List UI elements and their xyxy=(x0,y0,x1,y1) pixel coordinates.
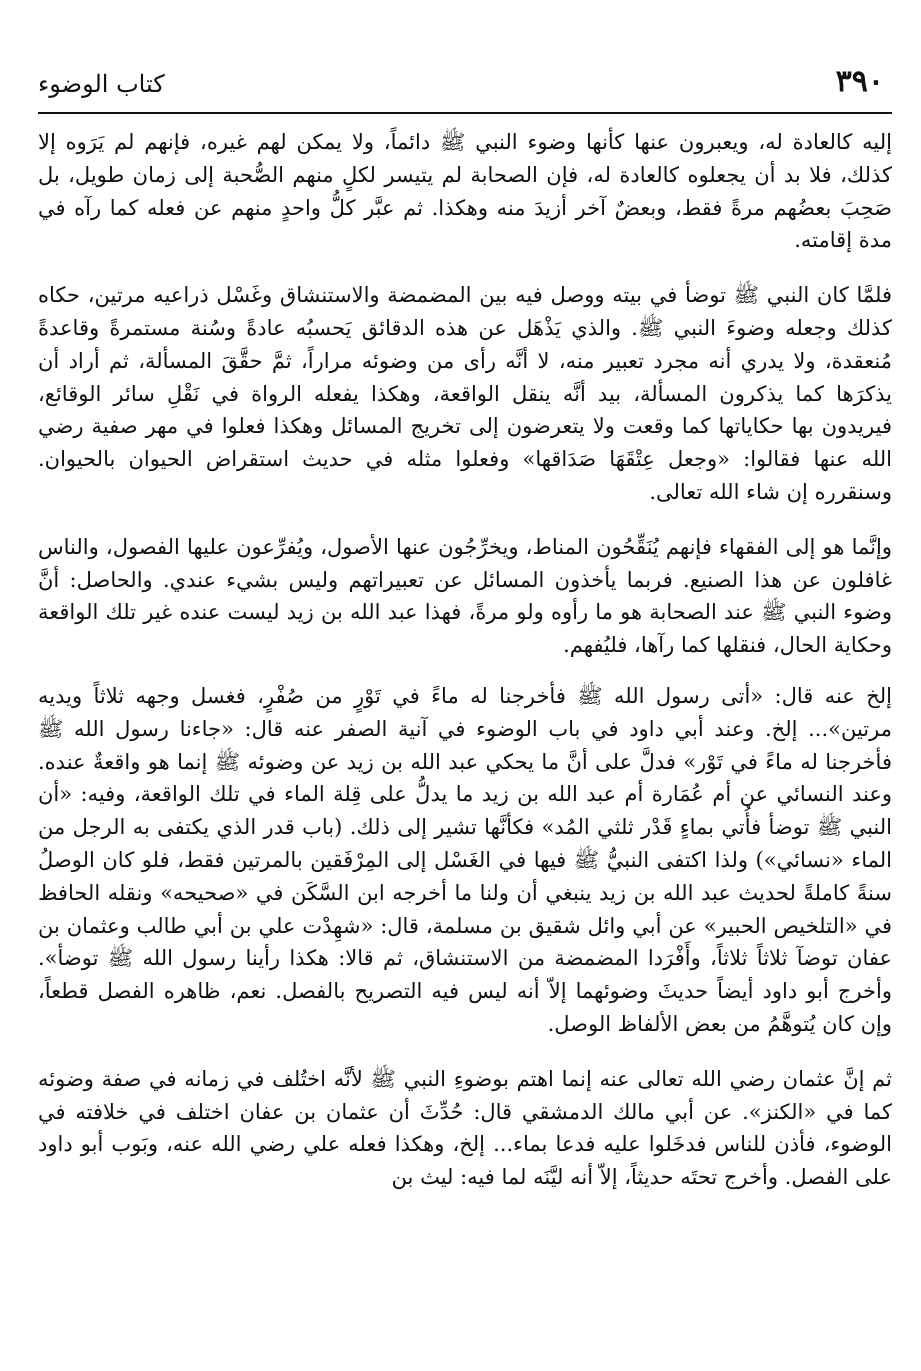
running-header xyxy=(38,62,892,114)
paragraph-gap xyxy=(38,662,892,680)
paragraph-4: إلخ عنه قال: «أتى رسول الله ﷺ فأخرجنا له ماءً في تَوْرٍ من صُفْرٍ، فغسل وجهه ثلاثاً ويديه مرتين»... إلخ. وعند أبي داود في باب الوضوء في آنية الصفر عنه قال: «جاءنا رسول الله ﷺ فأخرجنا له ماءً في تَوْر» فدلَّ على أنَّ ما يحكي عبد الله بن زيد عن وضوئه ﷺ إنما هو واقعةٌ عنده. وعند النسائي عن أم عُمَارة أم عبد الله بن زيد ما يدلُّ على قِلة الماء في تلك الواقعة، وفيه: «أن النبي ﷺ توضأ فأُتي بماءٍ قَدْر ثلثي المُد» فكأنَّها تشير إلى ذلك. (باب قدر الذي يكتفى به الرجل من الماء «نسائي») ولذا اكتفى النبيُّ ﷺ فيها في الغَسْل إلى المِرْفَقين بالمرتين فقط، فلو كان الوصلُ سنةً كاملةً لحديث عبد الله بن زيد ينبغي أن ولنا ما أخرجه ابن السَّكَن في «صحيحه» ونقله الحافظ في «التلخيص الحبير» عن أبي وائل شقيق بن مسلمة، قال: «شهِدْت علي بن أبي طالب وعثمان بن عفان توضآ ثلاثاً ثلاثاً، وأَفْرَدا المضمضة من الاستنشاق، ثم قالا: هكذا رأينا رسول الله ﷺ توضأ». وأخرج أبو داود أيضاً حديثَ وضوئهما إلاّ أنه ليس فيه التصريح بالفصل. نعم، ظاهره الفصل قطعاً، وإن كان يُتوهَّمُ من بعض الألفاظ الوصل. xyxy=(38,683,892,1036)
paragraph-2: فلمَّا كان النبي ﷺ توضأ في بيته ووصل فيه بين المضمضة والاستنشاق وغَسْل ذراعيه مرتين، حكاه كذلك وجعله وضوءَ النبي ﷺ. والذي يَذْهَل عن هذه الدقائق يَحسبُه عادةً وسُنة مستمرةً وقاعدةً مُنعقدة، ولا يدري أنه مجرد تعبير منه، لا أنَّه رأى من وضوئه مراراً، ثمَّ حقَّقَ المسألة، ثم أراد أن يذكرَها كما يذكرون المسألة، بيد أنَّه ينقل الواقعة، وهكذا يفعله الرواة في نَقْلِ سائر الوقائع، فيريدون بها حكاياتها كما وقعت ولا يتعرضون إلى تخريج المسائل وهكذا فعلوا في مهر صفية رضي الله عنها فقالوا: «وجعل عِتْقَهَا صَدَاقها» وفعلوا مثله في حديث استقراض الحيوان بالحيوان. وسنقرره إن شاء الله تعالى. xyxy=(38,283,892,504)
body-text xyxy=(38,126,892,1194)
book-title: كتاب الوضوء xyxy=(38,70,165,98)
paragraph-gap xyxy=(38,509,892,531)
paragraph-5: ثم إنَّ عثمان رضي الله تعالى عنه إنما اهتم بوضوءِ النبي ﷺ لأنَّه اختُلف في زمانه في صفة وضوئه كما في «الكنز». عن أبي مالك الدمشقي قال: حُدِّثَ أن عثمان بن عفان اختلف في خلافته في الوضوء، فأذن للناس فدخَلوا عليه فدعا بماء... إلخ، وهكذا فعله علي رضي الله عنه، وبَوب أبو داود على الفصل. وأخرج تحتَه حديثاً، إلاّ أنه ليَّنَه لما فيه: ليث بن xyxy=(38,1066,892,1190)
paragraph-1: إليه كالعادة له، ويعبرون عنها كأنها وضوء النبي ﷺ دائماً، ولا يمكن لهم غيره، فإنهم لم يَرَوه إلا كذلك، فلا بد أن يجعلوه كالعادة له، فإن الصحابة لم يتيسر لكلٍ منهم الصُّحبة إلى زمان طويل، بل صَحِبَ بعضُهم مرةً فقط، وبعضٌ آخر أزيدَ منه وهكذا. ثم عبَّر كلُّ واحدٍ منهم عن فعله كما رآه في مدة إقامته. xyxy=(38,130,892,253)
page-number: ٣٩٠ xyxy=(835,64,884,99)
document-page xyxy=(38,62,892,1194)
paragraph-3: وإنَّما هو إلى الفقهاء فإنهم يُنَقِّحُون المناط، ويخرِّجُون عنها الأصول، ويُفرِّعون عليها الفصول، والناس غافلون عن هذا الصنيع. فربما يأخذون المسائل عن تعبيراتهم وليس بشيء عندي. والحاصل: أنَّ وضوء النبي ﷺ عند الصحابة هو ما رأوه ولو مرةً، فهذا عبد الله بن زيد ليست عنده غير تلك الواقعة وحكاية الحال، فنقلها كما رآها، فليُفهم. xyxy=(38,534,893,658)
paragraph-gap xyxy=(38,257,892,279)
paragraph-gap xyxy=(38,1041,892,1063)
